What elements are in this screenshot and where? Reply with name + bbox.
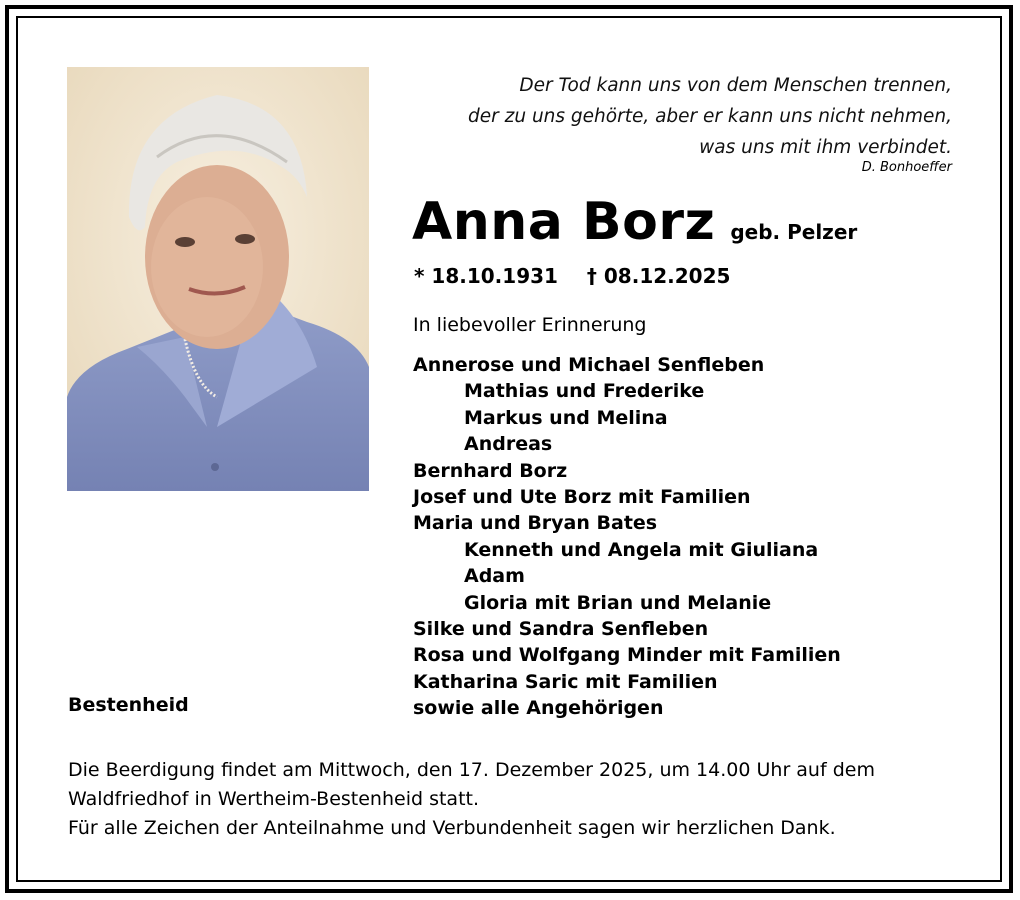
funeral-notice [68, 756, 948, 843]
mourner-entry: Katharina Saric mit Familien [413, 670, 718, 693]
mourner-entry: Adam [464, 565, 525, 588]
quote-line: der zu uns gehörte, aber er kann uns nicht nehmen, [468, 106, 952, 127]
mourner-entry: Gloria mit Brian und Melanie [464, 591, 772, 614]
funeral-line: Die Beerdigung findet am Mittwoch, den 17. Dezember 2025, um 14.00 Uhr auf dem [68, 759, 875, 781]
mourner-entry: Mathias und Frederike [464, 380, 705, 403]
mourner-entry: Josef und Ute Borz mit Familien [413, 486, 751, 509]
mourner-entry: Silke und Sandra Senfleben [413, 618, 709, 641]
mourner-entry: Bernhard Borz [413, 459, 568, 482]
mourner-entry: sowie alle Angehörigen [413, 697, 664, 720]
quote-line: Der Tod kann uns von dem Menschen trennen, [519, 75, 952, 96]
deceased-name: Anna Borz [412, 192, 716, 252]
life-dates [414, 264, 730, 288]
mourner-entry: Andreas [464, 433, 553, 456]
memory-text: In liebevoller Erinnerung [413, 314, 647, 336]
mourner-entry: Rosa und Wolfgang Minder mit Familien [413, 644, 841, 667]
birth-name: geb. Pelzer [730, 220, 858, 244]
quote [392, 70, 952, 163]
place-name: Bestenheid [68, 694, 189, 716]
mourner-entry: Markus und Melina [464, 406, 668, 429]
funeral-line: Waldfriedhof in Wertheim-Bestenheid statt. [68, 788, 480, 810]
mourners-list [413, 352, 841, 722]
birth-date: * 18.10.1931 [414, 264, 558, 288]
quote-author: D. Bonhoeffer [861, 160, 952, 175]
deceased-name-row [412, 192, 857, 252]
quote-line: was uns mit ihm verbindet. [699, 137, 952, 158]
mourner-entry: Maria und Bryan Bates [413, 512, 658, 535]
portrait-photo [67, 67, 369, 491]
mourner-entry: Kenneth und Angela mit Giuliana [464, 538, 819, 561]
death-date: † 08.12.2025 [586, 264, 731, 288]
mourner-entry: Annerose und Michael Senfleben [413, 354, 765, 376]
thanks-line: Für alle Zeichen der Anteilnahme und Verbundenheit sagen wir herzlichen Dank. [68, 817, 836, 839]
